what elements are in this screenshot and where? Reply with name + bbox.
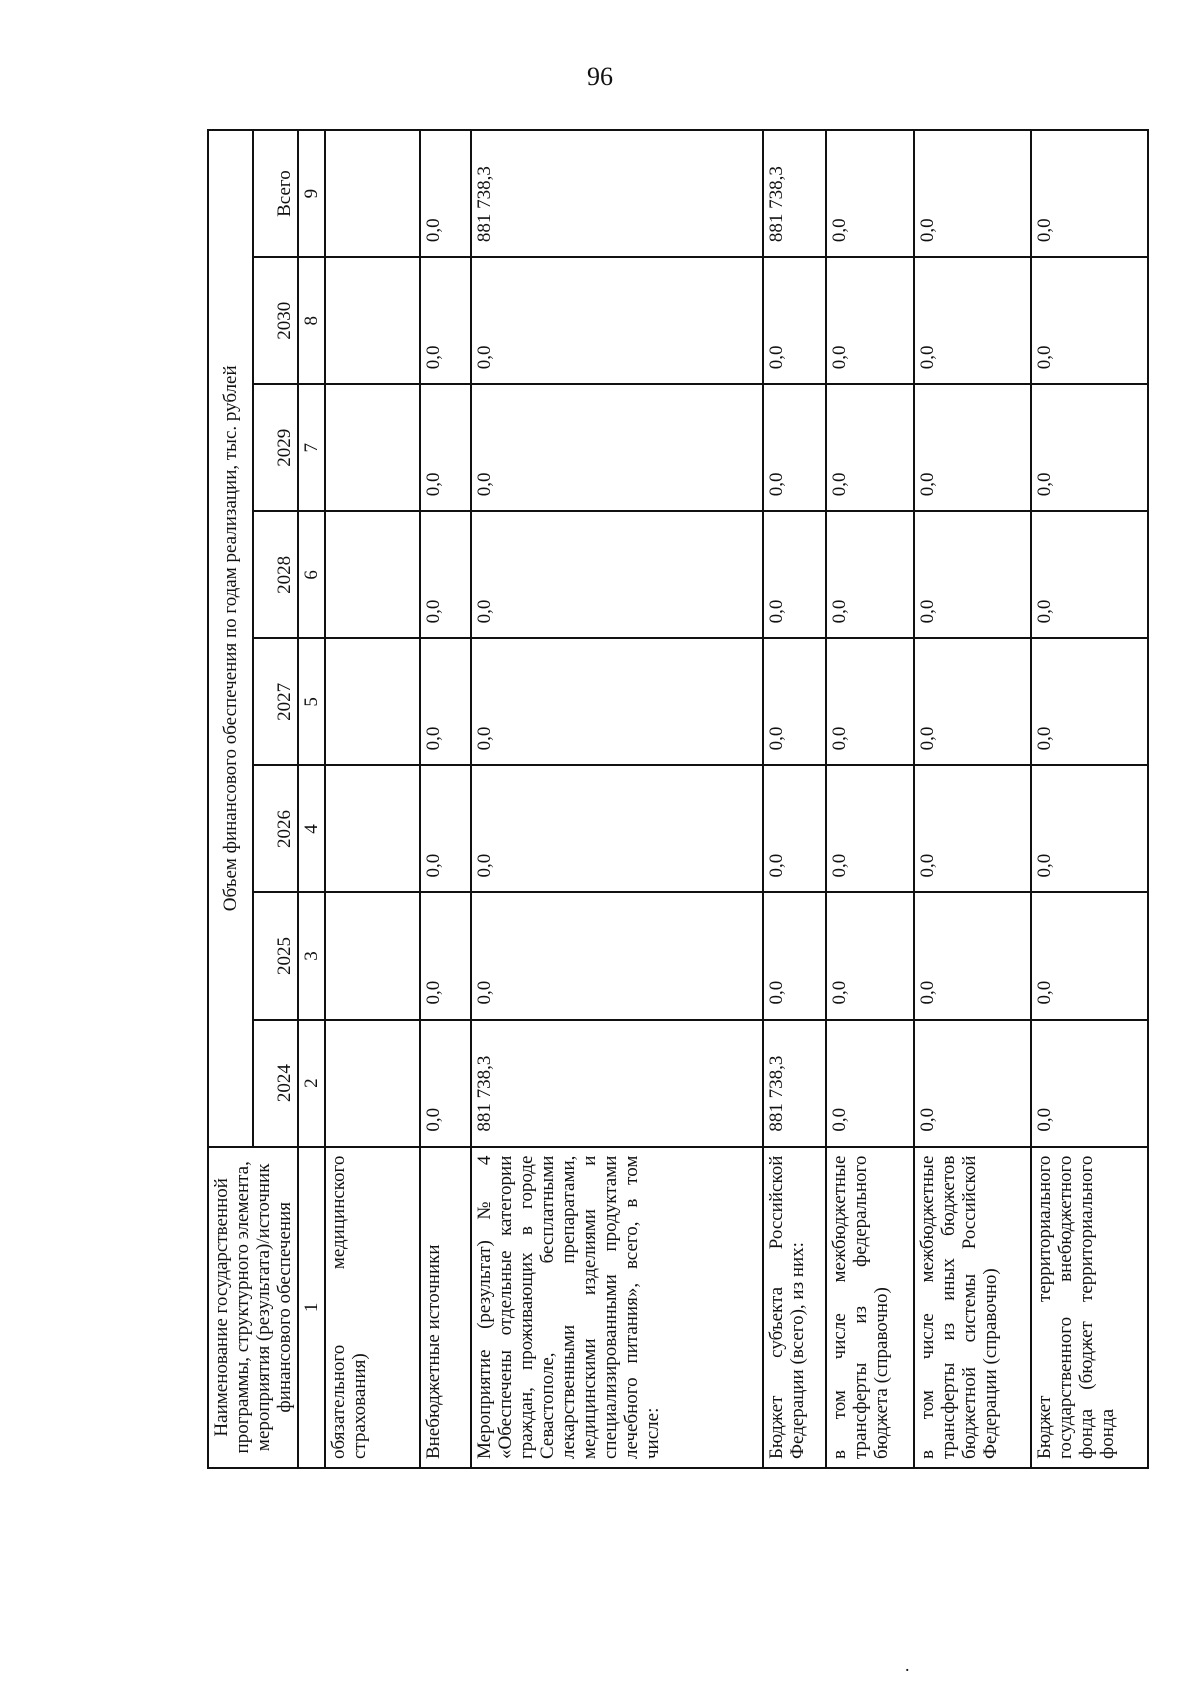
row-name: Бюджет субъекта Российской Федерации (всего), из них:	[763, 1147, 826, 1468]
cell-value: 0,0	[826, 765, 914, 892]
row-name: в том числе межбюджетные трансферты из иных бюджетов бюджетной системы Российской Федерации (справочно)	[914, 1147, 1031, 1468]
cell-value: 0,0	[914, 892, 1031, 1019]
cell-value: 0,0	[914, 765, 1031, 892]
cell-value: 0,0	[826, 1020, 914, 1147]
cell-value: 0,0	[1031, 1020, 1148, 1147]
cell-value	[325, 257, 420, 384]
cell-value: 0,0	[826, 892, 914, 1019]
row-name: в том числе межбюджетные трансферты из федерального бюджета (справочно)	[826, 1147, 914, 1468]
row-name: обязательного медицинского страхования)	[325, 1147, 420, 1468]
header-index: 7	[298, 384, 325, 511]
cell-value: 0,0	[471, 384, 762, 511]
cell-value: 0,0	[471, 892, 762, 1019]
cell-value: 0,0	[420, 384, 471, 511]
table-row	[763, 130, 826, 1468]
cell-value: 0,0	[914, 638, 1031, 765]
cell-value: 0,0	[471, 638, 762, 765]
table-row	[914, 130, 1031, 1468]
cell-value	[325, 892, 420, 1019]
cell-value: 0,0	[914, 511, 1031, 638]
cell-value: 881 738,3	[763, 130, 826, 257]
cell-value	[325, 384, 420, 511]
cell-value	[325, 765, 420, 892]
header-index: 9	[298, 130, 325, 257]
header-index: 2	[298, 1020, 325, 1147]
header-year: 2029	[253, 384, 298, 511]
cell-value: 0,0	[420, 1020, 471, 1147]
table-row	[420, 130, 471, 1468]
header-index: 8	[298, 257, 325, 384]
header-group: Объем финансового обеспечения по годам реализации, тыс. рублей	[208, 130, 253, 1147]
cell-value: 0,0	[420, 130, 471, 257]
row-name: Мероприятие (результат) № 4 «Обеспечены отдельные категории граждан, проживающих в городе Севастополе, бесплатными лекарственными препаратами, медицинскими изделиями и специализированными продуктами лечебного питания», всего, в том числе:	[471, 1147, 762, 1468]
cell-value: 0,0	[826, 257, 914, 384]
cell-value: 881 738,3	[471, 130, 762, 257]
cell-value: 0,0	[1031, 257, 1148, 384]
row-name: Бюджет территориального государственного внебюджетного фонда (бюджет территориального фонда	[1031, 1147, 1148, 1468]
cell-value: 881 738,3	[763, 1020, 826, 1147]
cell-value	[325, 1020, 420, 1147]
table-row	[471, 130, 762, 1468]
header-index: 4	[298, 765, 325, 892]
cell-value: 0,0	[914, 384, 1031, 511]
cell-value: 0,0	[763, 257, 826, 384]
cell-value: 0,0	[763, 892, 826, 1019]
cell-value	[325, 511, 420, 638]
rotated-table-container	[207, 129, 1118, 1469]
header-row-group	[208, 130, 253, 1468]
table-row	[826, 130, 914, 1468]
cell-value: 0,0	[914, 257, 1031, 384]
cell-value: 0,0	[914, 130, 1031, 257]
cell-value: 0,0	[914, 1020, 1031, 1147]
header-year: 2024	[253, 1020, 298, 1147]
cell-value: 0,0	[763, 384, 826, 511]
header-row-indices	[298, 130, 325, 1468]
header-index: 6	[298, 511, 325, 638]
header-index: 3	[298, 892, 325, 1019]
cell-value: 0,0	[420, 765, 471, 892]
cell-value: 0,0	[471, 257, 762, 384]
cell-value: 0,0	[1031, 130, 1148, 257]
row-name: Внебюджетные источники	[420, 1147, 471, 1468]
cell-value: 0,0	[1031, 384, 1148, 511]
cell-value: 0,0	[420, 511, 471, 638]
cell-value: 0,0	[826, 384, 914, 511]
header-index: 5	[298, 638, 325, 765]
cell-value: 0,0	[420, 638, 471, 765]
header-year: 2028	[253, 511, 298, 638]
cell-value: 0,0	[763, 511, 826, 638]
table-row	[325, 130, 420, 1468]
cell-value: 0,0	[1031, 892, 1148, 1019]
footer-mark: .	[905, 1655, 910, 1675]
cell-value: 0,0	[420, 892, 471, 1019]
header-year: 2027	[253, 638, 298, 765]
header-year: 2025	[253, 892, 298, 1019]
cell-value: 0,0	[826, 511, 914, 638]
cell-value: 0,0	[1031, 511, 1148, 638]
cell-value	[325, 638, 420, 765]
cell-value: 0,0	[420, 257, 471, 384]
header-index: 1	[298, 1147, 325, 1468]
cell-value: 0,0	[471, 511, 762, 638]
cell-value	[325, 130, 420, 257]
cell-value: 0,0	[471, 765, 762, 892]
financing-table	[207, 129, 1149, 1469]
header-name-col: Наименование государственной программы, структурного элемента, мероприятия (результата)/источник финансового обеспечения	[208, 1147, 298, 1468]
header-year: 2030	[253, 257, 298, 384]
cell-value: 0,0	[1031, 638, 1148, 765]
page-number: 96	[587, 62, 613, 91]
header-year: 2026	[253, 765, 298, 892]
cell-value: 881 738,3	[471, 1020, 762, 1147]
header-year: Всего	[253, 130, 298, 257]
cell-value: 0,0	[1031, 765, 1148, 892]
cell-value: 0,0	[826, 638, 914, 765]
cell-value: 0,0	[763, 765, 826, 892]
cell-value: 0,0	[826, 130, 914, 257]
cell-value: 0,0	[763, 638, 826, 765]
table-row	[1031, 130, 1148, 1468]
